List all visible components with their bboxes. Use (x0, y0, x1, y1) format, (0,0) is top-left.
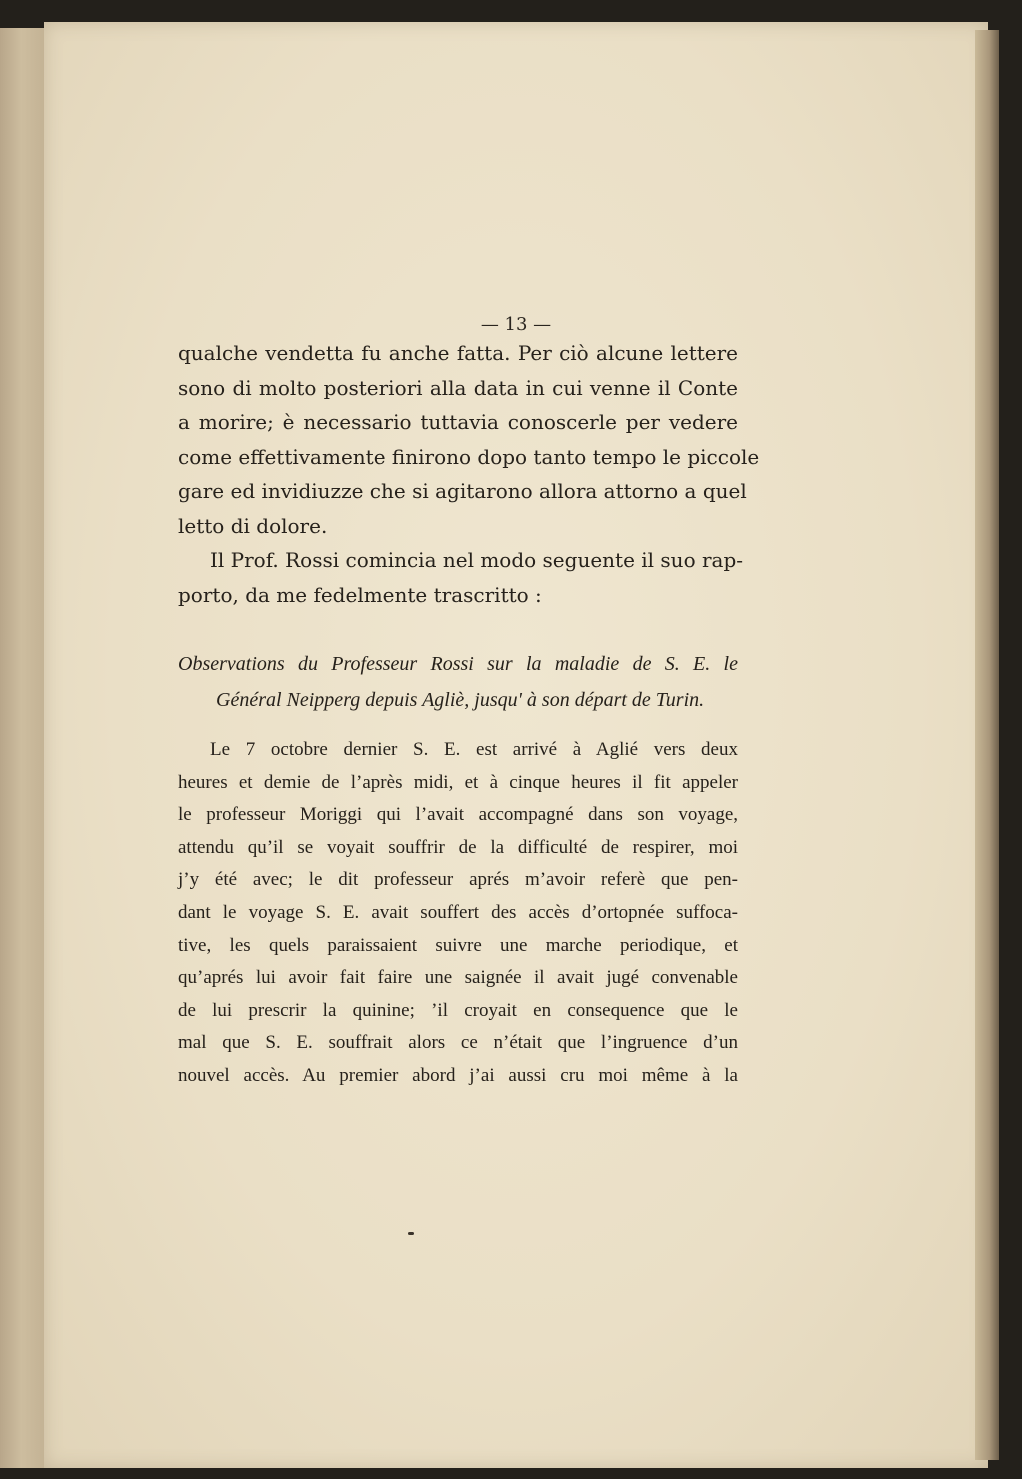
text-line: attendu qu’il se voyait souffrir de la difficulté de respirer, moi (178, 836, 738, 858)
text-line: mal que S. E. souffrait alors ce n’était que l’ingruence d’un (178, 1032, 738, 1054)
text-line: porto, da me fedelmente trascritto : (178, 582, 542, 607)
text-line: a morire; è necessario tuttavia conoscerle per vedere (178, 410, 738, 434)
heading-line: Général Neipperg depuis Agliè, jusqu' à son départ de Turin. (216, 689, 705, 711)
report-heading (178, 646, 738, 718)
text-line: letto di dolore. (178, 513, 328, 538)
text-line: qualche vendetta fu anche fatta. Per ciò alcune lettere (178, 341, 738, 365)
text-line: j’y été avec; le dit professeur aprés m’avoir referè que pen- (178, 869, 738, 891)
text-line: nouvel accès. Au premier abord j’ai aussi cru moi même à la (178, 1064, 738, 1086)
text-line: sono di molto posteriori alla data in cui venne il Conte (178, 375, 738, 400)
text-line: Le 7 octobre dernier S. E. est arrivé à Aglié vers deux (210, 739, 738, 760)
facing-page-edge (0, 28, 49, 1468)
heading-line: Observations du Professeur Rossi sur la maladie de S. E. le (178, 653, 738, 675)
text-line: heures et demie de l’après midi, et à cinque heures il fit appeler (178, 771, 738, 793)
text-line: de lui prescrir la quinine; ’il croyait en consequence que le (178, 999, 738, 1021)
italian-paragraphs (178, 336, 760, 612)
text-line: tive, les quels paraissaient suivre une marche periodique, et (178, 934, 738, 956)
text-line: come effettivamente finirono dopo tanto tempo le piccole (178, 444, 760, 469)
text-line: le professeur Moriggi qui l’avait accompagné dans son voyage, (178, 804, 738, 826)
text-line: qu’aprés lui avoir fait faire une saignée il avait jugé convenable (178, 967, 738, 989)
ink-mark (408, 1232, 414, 1235)
text-line: dant le voyage S. E. avait souffert des accès d’ortopnée suffoca- (178, 901, 738, 923)
text-line: gare ed invidiuzze che si agitarono allora attorno a quel (178, 479, 747, 503)
page-stack-edge (975, 30, 999, 1460)
text-line: Il Prof. Rossi comincia nel modo seguente il suo rap- (210, 548, 744, 572)
french-paragraph (178, 734, 738, 1093)
page-number: — 13 — (480, 314, 552, 335)
